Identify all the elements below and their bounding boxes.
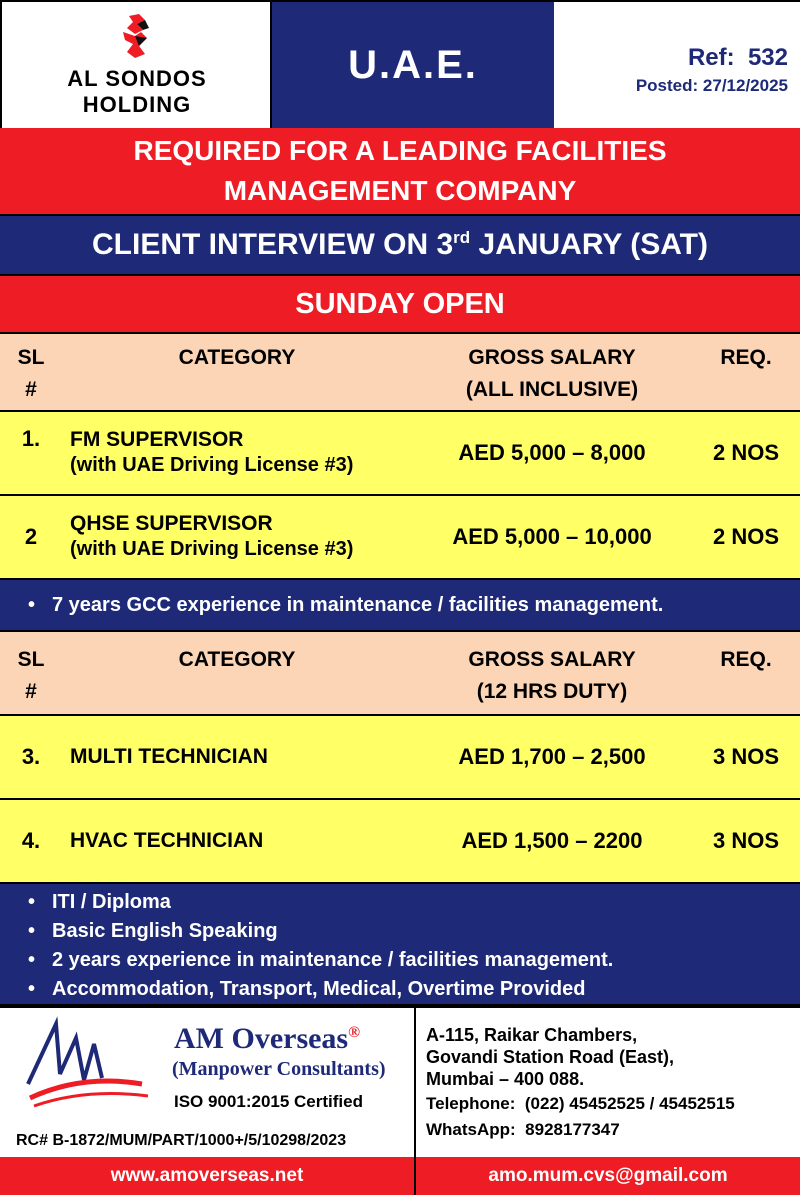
table-row [0, 800, 800, 884]
table2-notes [0, 884, 800, 1006]
country-title: U.A.E. [272, 2, 554, 128]
req-header: REQ. [720, 648, 772, 671]
reference-block [554, 2, 800, 128]
row-title: HVAC TECHNICIAN [70, 829, 264, 852]
website-link[interactable]: www.amoverseas.net [0, 1157, 416, 1195]
ref-value: 532 [747, 44, 788, 71]
note-item: • ITI / Diploma [28, 888, 800, 917]
company-name-line1: AL SONDOS [67, 66, 207, 91]
row-title: QHSE SUPERVISOR [70, 512, 273, 535]
address: A-115, Raikar Chambers, Govandi Station Road (East), Mumbai – 400 088. [426, 1025, 675, 1089]
req-header: REQ. [720, 346, 772, 369]
requirement-banner [0, 128, 800, 216]
posted-value: 27/12/2025 [702, 76, 788, 95]
ref-number [688, 44, 788, 72]
row-salary: AED 5,000 – 8,000 [458, 440, 646, 465]
row-sl: 4. [21, 828, 41, 853]
row-req: 2 NOS [712, 440, 780, 465]
interview-banner [0, 216, 800, 276]
sl-header: SL # [17, 346, 45, 401]
table-row [0, 496, 800, 580]
category-header: CATEGORY [178, 648, 296, 671]
row-subtitle: (with UAE Driving License #3) [70, 538, 354, 560]
whatsapp: WhatsApp: 8928177347 [426, 1120, 620, 1139]
ref-label: Ref: [687, 44, 735, 71]
row-title: MULTI TECHNICIAN [70, 745, 268, 768]
footer [0, 1006, 800, 1195]
table1-note-list [0, 591, 663, 620]
sl-header: SL # [17, 648, 45, 703]
company-logo-block [2, 2, 272, 128]
company-name-line2: HOLDING [82, 92, 192, 117]
agency-block [0, 1008, 416, 1157]
al-sondos-logo-icon [115, 12, 159, 62]
category-header: CATEGORY [178, 346, 296, 369]
salary-header: GROSS SALARY (12 HRS DUTY) [468, 648, 636, 703]
row-req: 3 NOS [712, 828, 780, 853]
banner-line2: MANAGEMENT COMPANY [223, 175, 577, 206]
banner-line1: REQUIRED FOR A LEADING FACILITIES [133, 135, 667, 166]
row-subtitle: (with UAE Driving License #3) [70, 454, 354, 476]
table1-header [0, 334, 800, 412]
row-salary: AED 1,700 – 2,500 [458, 744, 646, 769]
iso-certification: ISO 9001:2015 Certified [174, 1092, 363, 1111]
row-salary: AED 5,000 – 10,000 [452, 524, 652, 549]
contact-block [416, 1008, 800, 1157]
email-link[interactable]: amo.mum.cvs@gmail.com [416, 1157, 800, 1195]
note-item: • 2 years experience in maintenance / facilities management. [28, 946, 800, 975]
posted-date [636, 76, 788, 96]
interview-text: CLIENT INTERVIEW ON 3rd JANUARY (SAT) [92, 228, 708, 261]
sunday-open-banner: SUNDAY OPEN [0, 276, 800, 334]
row-sl: 2 [24, 524, 38, 549]
row-category [62, 412, 422, 494]
row-req: 2 NOS [712, 524, 780, 549]
am-overseas-logo-icon [22, 1014, 162, 1114]
row-category [62, 496, 422, 578]
rc-number: RC# B-1872/MUM/PART/1000+/5/10298/2023 [16, 1132, 347, 1149]
telephone: Telephone: (022) 45452525 / 45452515 [426, 1094, 735, 1113]
table2-note-list [0, 888, 800, 1004]
note-item: • 7 years GCC experience in maintenance / facilities management. [28, 591, 663, 620]
agency-name: AM Overseas® [174, 1022, 361, 1055]
posted-label: Posted: [635, 76, 699, 95]
table-row [0, 412, 800, 496]
row-sl: 1. [21, 426, 41, 451]
table2-header [0, 632, 800, 716]
table-row [0, 716, 800, 800]
row-sl: 3. [21, 744, 41, 769]
note-item: • Accommodation, Transport, Medical, Overtime Provided [28, 975, 800, 1004]
agency-tagline: (Manpower Consultants) [172, 1058, 386, 1080]
row-salary: AED 1,500 – 2200 [461, 828, 643, 853]
row-req: 3 NOS [712, 744, 780, 769]
salary-header: GROSS SALARY (ALL INCLUSIVE) [465, 346, 639, 401]
table1-note [0, 580, 800, 632]
row-title: FM SUPERVISOR [70, 428, 244, 451]
note-item: • Basic English Speaking [28, 917, 800, 946]
header [0, 0, 800, 128]
